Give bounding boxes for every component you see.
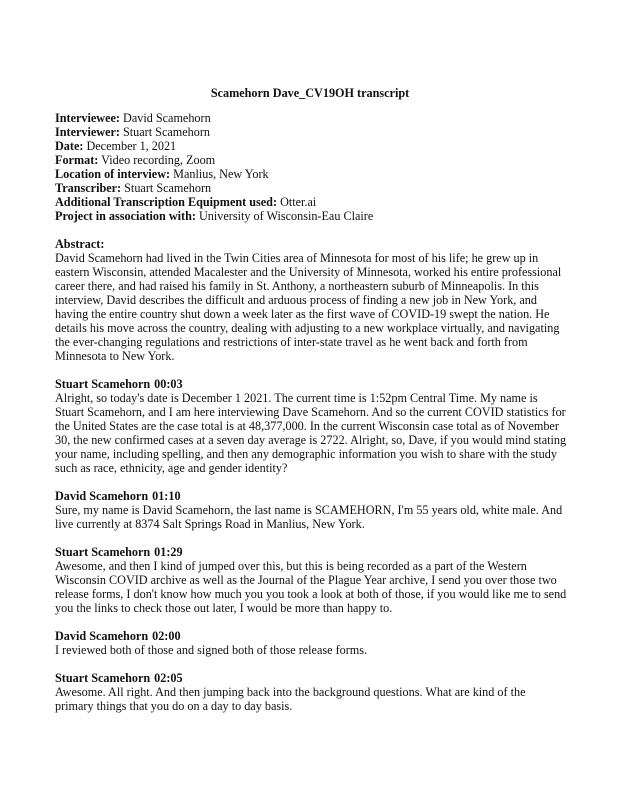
transcript-line: the United States are the case total is at 48,377,000. In the current Wisconsin case total as of November bbox=[55, 419, 559, 433]
speaker-heading bbox=[55, 489, 565, 503]
transcript-line: your name, including spelling, and then any demographic information you wish to share with the study bbox=[55, 447, 557, 461]
abstract-line: career there, and had raised his family in St. Anthony, a northeastern suburb of Minneapolis. In this bbox=[55, 279, 539, 293]
speaker-name: David Scamehorn bbox=[55, 489, 149, 503]
speaker-name: Stuart Scamehorn bbox=[55, 377, 151, 391]
meta-value: David Scamehorn bbox=[123, 111, 211, 125]
transcript-line: Sure, my name is David Scamehorn, the last name is SCAMEHORN, I'm 55 years old, white male. And bbox=[55, 503, 563, 517]
speaker-heading bbox=[55, 671, 565, 685]
meta-value: Video recording, Zoom bbox=[101, 153, 216, 167]
speaker-heading bbox=[55, 377, 565, 391]
abstract-body bbox=[55, 251, 565, 363]
document-page bbox=[55, 86, 565, 713]
transcript-entry bbox=[55, 629, 565, 657]
transcript-line: you the links to check those out later, I would be more than happy to. bbox=[55, 601, 393, 615]
transcript-line: Wisconsin COVID archive as well as the Journal of the Plague Year archive, I send you over those two bbox=[55, 573, 557, 587]
meta-label: Interviewer: bbox=[55, 125, 120, 139]
meta-project bbox=[55, 209, 565, 223]
abstract-line: details his move across the country, dealing with adjusting to a new workplace virtually, and navigating bbox=[55, 321, 560, 335]
transcript-line: Awesome. All right. And then jumping back into the background questions. What are kind of the bbox=[55, 685, 526, 699]
transcript-line: I reviewed both of those and signed both of those release forms. bbox=[55, 643, 368, 657]
timestamp: 01:10 bbox=[152, 489, 181, 503]
meta-label: Project in association with: bbox=[55, 209, 196, 223]
speaker-name: Stuart Scamehorn bbox=[55, 545, 151, 559]
timestamp: 02:05 bbox=[154, 671, 183, 685]
transcript-entry bbox=[55, 489, 565, 531]
meta-transcriber bbox=[55, 181, 565, 195]
transcript-line: 30, the new confirmed cases at a seven day average is 2722. Alright, so, Dave, if you would mind stating bbox=[55, 433, 567, 447]
meta-location bbox=[55, 167, 565, 181]
meta-value: Stuart Scamehorn bbox=[123, 125, 211, 139]
meta-label: Format: bbox=[55, 153, 99, 167]
transcript-line: live currently at 8374 Salt Springs Road in Manlius, New York. bbox=[55, 517, 365, 531]
meta-value: Stuart Scamehorn bbox=[124, 181, 212, 195]
meta-equipment bbox=[55, 195, 565, 209]
transcript-line: Stuart Scamehorn, and I am here interviewing Dave Scamehorn. And so the current COVID statistics for bbox=[55, 405, 566, 419]
meta-value: December 1, 2021 bbox=[86, 139, 177, 153]
speaker-heading bbox=[55, 545, 565, 559]
transcript-line: Alright, so today's date is December 1 2021. The current time is 1:52pm Central Time. My name is bbox=[55, 391, 538, 405]
speaker-heading bbox=[55, 629, 565, 643]
meta-date bbox=[55, 139, 565, 153]
timestamp: 02:00 bbox=[152, 629, 181, 643]
transcript-line: Awesome, and then I kind of jumped over this, but this is being recorded as a part of the Western bbox=[55, 559, 527, 573]
speaker-name: David Scamehorn bbox=[55, 629, 149, 643]
abstract-line: the ever-changing regulations and restrictions of inter-state travel as he went back and forth from bbox=[55, 335, 528, 349]
meta-format bbox=[55, 153, 565, 167]
abstract-section bbox=[55, 237, 565, 363]
timestamp: 00:03 bbox=[154, 377, 183, 391]
abstract-heading: Abstract: bbox=[55, 237, 105, 251]
metadata-block bbox=[55, 111, 565, 223]
meta-label: Location of interview: bbox=[55, 167, 171, 181]
meta-value: Otter.ai bbox=[280, 195, 317, 209]
meta-interviewee bbox=[55, 111, 565, 125]
abstract-line: Minnesota to New York. bbox=[55, 349, 175, 363]
abstract-line: eastern Wisconsin, attended Macalester and the University of Minnesota, worked his entire professional bbox=[55, 265, 562, 279]
transcript-entry bbox=[55, 545, 565, 615]
abstract-line: interview, David describes the difficult and arduous process of finding a new job in New York, and bbox=[55, 293, 537, 307]
meta-value: University of Wisconsin-Eau Claire bbox=[198, 209, 374, 223]
timestamp: 01:29 bbox=[154, 545, 183, 559]
meta-label: Additional Transcription Equipment used: bbox=[55, 195, 278, 209]
speaker-name: Stuart Scamehorn bbox=[55, 671, 151, 685]
transcript-entry bbox=[55, 377, 565, 475]
transcript-line: primary things that you do on a day to day basis. bbox=[55, 699, 293, 713]
abstract-line: having the entire country shut down a week later as the first wave of COVID-19 swept the nation. He bbox=[55, 307, 550, 321]
document-title: Scamehorn Dave_CV19OH transcript bbox=[210, 86, 410, 100]
meta-interviewer bbox=[55, 125, 565, 139]
meta-label: Interviewee: bbox=[55, 111, 120, 125]
transcript-line: release forms, I don't know how much you you took a look at both of those, if you would like me to send bbox=[55, 587, 567, 601]
meta-label: Transcriber: bbox=[55, 181, 122, 195]
meta-value: Manlius, New York bbox=[173, 167, 269, 181]
abstract-line: David Scamehorn had lived in the Twin Cities area of Minnesota for most of his life; he grew up in bbox=[55, 251, 539, 265]
transcript-entry bbox=[55, 671, 565, 713]
transcript-line: such as race, ethnicity, age and gender identity? bbox=[55, 461, 288, 475]
meta-label: Date: bbox=[55, 139, 84, 153]
